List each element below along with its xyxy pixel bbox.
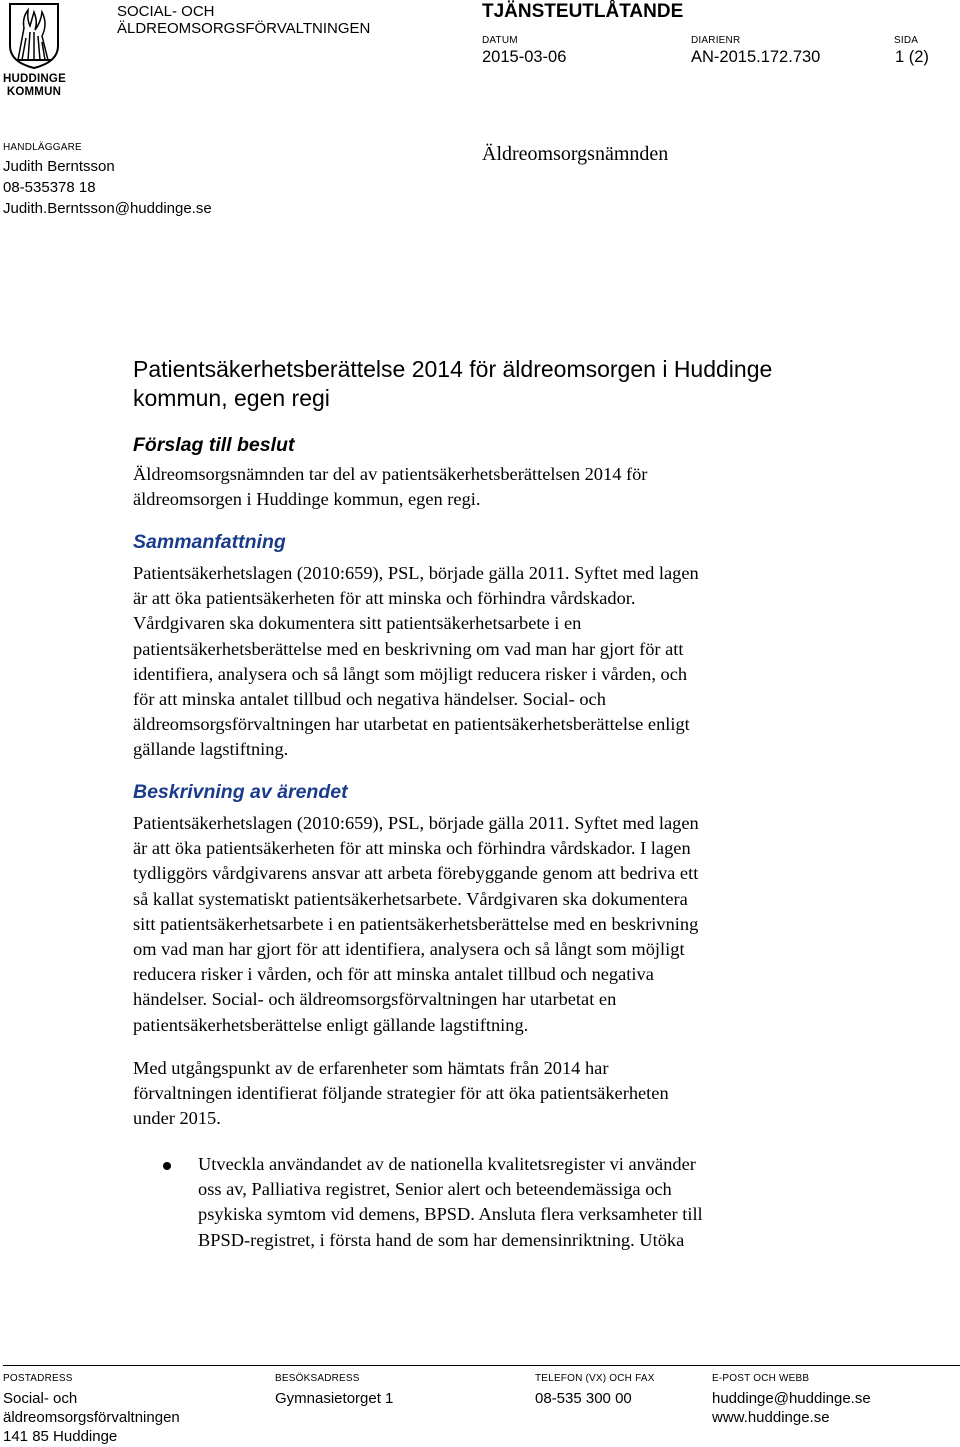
handler-label: HANDLÄGGARE	[3, 142, 82, 153]
date-value: 2015-03-06	[482, 48, 567, 66]
document-type: TJÄNSTEUTLÅTANDE	[482, 1, 684, 22]
date-label: DATUM	[482, 35, 518, 46]
visit-address-label: BESÖKSADRESS	[275, 1373, 360, 1384]
handler-name: Judith Berntsson	[3, 158, 115, 175]
organization-name: SOCIAL- OCH ÄLDREOMSORGSFÖRVALTNINGEN	[117, 3, 371, 37]
diary-number-value: AN-2015.172.730	[691, 48, 821, 66]
recipient: Äldreomsorgsnämnden	[482, 143, 669, 165]
description-paragraph-2: Med utgångspunkt av de erfarenheter som hämtats från 2014 har förvaltningen identifierat följande strategier för att öka patientsäkerheten under 2015.	[133, 1058, 669, 1129]
page-number: 1 (2)	[895, 48, 929, 66]
phone-label: TELEFON (VX) OCH FAX	[535, 1373, 655, 1384]
handler-contact	[3, 156, 212, 219]
footer-website[interactable]: www.huddinge.se	[712, 1409, 830, 1426]
page-label: SIDA	[894, 35, 919, 46]
description-paragraph-1: Patientsäkerhetslagen (2010:659), PSL, började gälla 2011. Syftet med lagen är att öka patientsäkerheten för att minska och förhindra vårdskador. I lagen tydliggörs vårdgivarens ansvar att arbeta förebyggande genom att bedriva ett så kallat systematiskt patientsäkerhetsarbete. Vårdgivaren ska dokumentera sitt patientsäkerhetsarbete i en patientsäkerhetsberättelse med en beskrivning om vad man har gjort för att identifiera, analysera och så långt som möjligt reducera risker i vården, och för att minska antalet tillbud och negativa händelser. Social- och äldreomsorgsförvaltningen har utarbetat en patientsäkerhetsberättelse enligt gällande lagstiftning.	[133, 813, 699, 1035]
description-heading: Beskrivning av ärendet	[133, 781, 348, 803]
summary-text: Patientsäkerhetslagen (2010:659), PSL, började gälla 2011. Syftet med lagen är att öka patientsäkerheten för att minska och förhindra vårdskador. Vårdgivaren ska dokumentera sitt patientsäkerhetsarbete i en patientsäkerhetsberättelse med en beskrivning om vad man har gjort för att identifiera, analysera och så långt som möjligt reducera risker i vården, och för att minska antalet tillbud och negativa händelser. Social- och äldreomsorgsförvaltningen har utarbetat en patientsäkerhetsberättelse enligt gällande lagstiftning.	[133, 563, 699, 760]
handler-phone: 08-535378 18	[3, 179, 96, 196]
proposal-heading: Förslag till beslut	[133, 434, 295, 456]
postal-address-label: POSTADRESS	[3, 1373, 73, 1384]
page-title: Patientsäkerhetsberättelse 2014 för äldreomsorgen i Huddinge kommun, egen regi	[133, 356, 773, 411]
phone-number: 08-535 300 00	[535, 1390, 632, 1407]
footer-divider	[3, 1365, 960, 1366]
summary-heading: Sammanfattning	[133, 531, 286, 553]
handler-email[interactable]: Judith.Berntsson@huddinge.se	[3, 200, 212, 217]
postal-address: Social- och äldreomsorgsförvaltningen 141 85 Huddinge	[3, 1390, 180, 1445]
diary-number-label: DIARIENR	[691, 35, 741, 46]
coat-of-arms-fire-icon	[8, 2, 60, 70]
email-web-label: E-POST OCH WEBB	[712, 1373, 810, 1384]
municipality-logo	[3, 2, 65, 104]
email-web	[712, 1389, 871, 1427]
proposal-text: Äldreomsorgsnämnden tar del av patientsäkerhetsberättelsen 2014 för äldreomsorgen i Huddinge kommun, egen regi.	[133, 464, 648, 510]
footer-email[interactable]: huddinge@huddinge.se	[712, 1390, 871, 1407]
bullet-icon	[163, 1162, 171, 1170]
logo-wordmark: HUDDINGE KOMMUN	[3, 73, 66, 98]
visit-address: Gymnasietorget 1	[275, 1390, 394, 1407]
list-item: Utveckla användandet av de nationella kvalitetsregister vi använder oss av, Palliativa registret, Senior alert och beteendemässiga och psykiska symtom vid demens, BPSD. Ansluta flera verksamheter till BPSD-registret, i första hand de som har demensinriktning. Utöka	[198, 1154, 703, 1250]
